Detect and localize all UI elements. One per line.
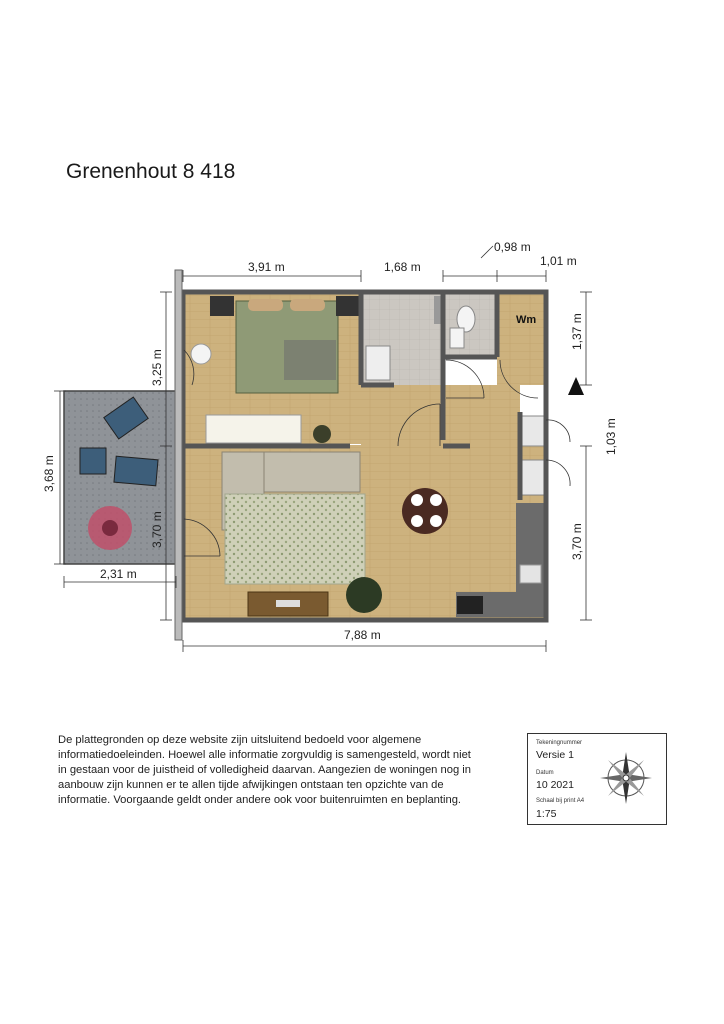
plant bbox=[313, 425, 331, 443]
wm-floor bbox=[497, 292, 546, 385]
tv bbox=[276, 600, 300, 607]
date-caption: Datum bbox=[536, 770, 554, 776]
dim-top-wc: 0,98 m bbox=[494, 240, 531, 254]
dim-balcony-height: 3,68 m bbox=[42, 455, 56, 492]
wc-sink bbox=[450, 328, 464, 348]
shower-wall bbox=[434, 296, 441, 324]
blanket bbox=[284, 340, 336, 380]
rug bbox=[225, 494, 365, 584]
dim-right-living: 3,70 m bbox=[570, 523, 584, 560]
dining-chair bbox=[411, 494, 423, 506]
indoor-plant bbox=[346, 577, 382, 613]
pillow bbox=[248, 299, 283, 311]
dining-chair bbox=[411, 515, 423, 527]
balcony-chair bbox=[114, 456, 158, 486]
dim-left-bedroom: 3,25 m bbox=[150, 349, 164, 386]
closet bbox=[522, 460, 546, 495]
compass-rose-icon bbox=[594, 746, 658, 810]
title-block bbox=[527, 733, 667, 825]
date: 10 2021 bbox=[536, 779, 574, 791]
dim-top-bath: 1,68 m bbox=[384, 260, 421, 274]
pillow bbox=[290, 299, 325, 311]
balcony-chair bbox=[80, 448, 106, 474]
cooktop bbox=[457, 596, 483, 614]
nightstand bbox=[210, 296, 234, 316]
north-arrow-icon bbox=[568, 377, 584, 395]
drawing-number: Versie 1 bbox=[536, 749, 574, 761]
nightstand bbox=[336, 296, 360, 316]
kitchen-sink bbox=[520, 565, 541, 583]
dim-right-wm: 1,37 m bbox=[570, 313, 584, 350]
dining-table bbox=[402, 488, 448, 534]
desk bbox=[206, 415, 301, 443]
round-table bbox=[191, 344, 211, 364]
dim-right-hall: 1,03 m bbox=[604, 418, 618, 455]
dim-top-bedroom: 3,91 m bbox=[248, 260, 285, 274]
dim-left-living: 3,70 m bbox=[150, 511, 164, 548]
dim-balcony-width: 2,31 m bbox=[100, 567, 137, 581]
drawing-number-caption: Tekeningnummer bbox=[536, 740, 583, 746]
balcony-plant bbox=[102, 520, 118, 536]
sink bbox=[366, 346, 390, 380]
page-title: Grenenhout 8 418 bbox=[66, 160, 236, 183]
dining-chair bbox=[430, 494, 442, 506]
scale-caption: Schaal bij print A4 bbox=[536, 798, 585, 804]
dim-total-width: 7,88 m bbox=[344, 628, 381, 642]
wm-label: Wm bbox=[516, 314, 537, 326]
dining-chair bbox=[430, 515, 442, 527]
dim-top-right: 1,01 m bbox=[540, 254, 577, 268]
disclaimer-text: De plattegronden op deze website zijn uitsluitend bedoeld voor algemene informatiedoeleinden. Hoewel alle informatie zorgvuldig is samengesteld, wordt niet in gestaan voor de juistheid of volledigheid daarvan. Aangezien de woningen nog in aanbouw zijn kunnen er te allen tijde afwijkingen ontstaan ten opzichte van de informatie. Voorgaande geldt onder andere ook voor buitenruimten en beplanting. bbox=[58, 734, 471, 806]
closet bbox=[522, 416, 546, 446]
scale: 1:75 bbox=[536, 808, 557, 820]
